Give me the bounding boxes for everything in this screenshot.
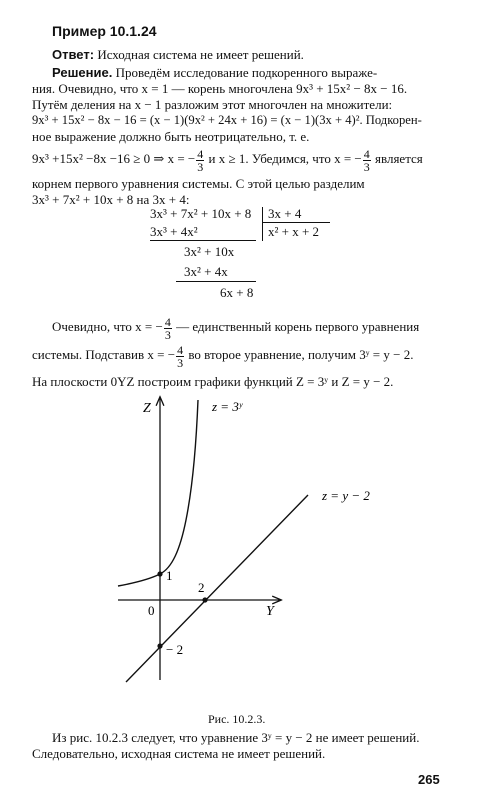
- y-axis-label: Y: [266, 604, 274, 619]
- line-label: z = y − 2: [322, 488, 370, 503]
- subtraction-line-2: [176, 281, 256, 282]
- remainder-2: 6x + 8: [220, 285, 254, 300]
- subtraction-line-1: [150, 240, 256, 241]
- figure-caption: Рис. 10.2.3.: [208, 712, 266, 726]
- solution-label: Решение.: [52, 65, 113, 80]
- origin-label: 0: [148, 603, 155, 618]
- conclusion-line-2: Следовательно, исходная система не имеет решений.: [32, 746, 326, 761]
- after-line-3: На плоскости 0YZ построим графики функций Z = 3ʸ и Z = y − 2.: [32, 374, 394, 389]
- fraction-four-thirds-3: [164, 316, 172, 341]
- fraction-four-thirds: [196, 148, 204, 173]
- dividend: 3x³ + 7x² + 10x + 8: [150, 206, 252, 221]
- page-number: 265: [418, 772, 440, 787]
- inequality-text: 9x³ +15x² −8x −16 ≥ 0 ⇒ x = −: [32, 151, 196, 166]
- point-z-minus-two: [157, 643, 162, 648]
- after-line-1: [52, 314, 419, 341]
- subtrahend-1: 3x³ + 4x²: [150, 224, 198, 239]
- point-z-one: [157, 571, 162, 576]
- solution-line-4: 9x³ + 15x² − 8x − 16 = (x − 1)(9x² + 24x + 16) = (x − 1)(3x + 4)². Подкорен-: [32, 113, 422, 127]
- answer-text: Исходная система не имеет решений.: [94, 47, 304, 62]
- fraction-denominator: 3: [197, 159, 204, 174]
- after-text-2: системы. Подставив x = −: [32, 347, 176, 362]
- z-axis-label: Z: [143, 401, 151, 416]
- solution-line-5: ное выражение должно быть неотрицательно, т. е.: [32, 129, 310, 144]
- after-text-2b: во второе уравнение, получим 3ʸ = y − 2.: [185, 347, 414, 362]
- exp-curve-label: z = 3ʸ: [212, 399, 243, 414]
- is-text: является: [371, 151, 423, 166]
- fraction-four-thirds-4: [176, 344, 184, 369]
- tick-minus-two-label: − 2: [166, 642, 184, 657]
- answer-label: Ответ:: [52, 47, 95, 62]
- fraction-numerator-3: 4: [164, 314, 171, 329]
- fraction-denominator-2: 3: [363, 159, 370, 174]
- exponential-curve: [118, 400, 198, 586]
- solution-line-1: [52, 65, 444, 80]
- after-text-1: Очевидно, что x = −: [52, 319, 163, 334]
- after-text-1b: — единственный корень первого уравнения: [172, 319, 420, 334]
- remainder-1: 3x² + 10x: [184, 244, 235, 259]
- tick-two-label: 2: [198, 580, 205, 595]
- example-title: Пример 10.1.24: [52, 23, 157, 39]
- divisor-underline: [262, 222, 330, 223]
- solution-line-3: Путём деления на x − 1 разложим этот многочлен на множители:: [32, 97, 393, 112]
- linear-line: [126, 495, 308, 682]
- solution-line-2: ния. Очевидно, что x = 1 — корень многочлена 9x³ + 15x² − 8x − 16.: [32, 81, 408, 96]
- solution-line-8: 3x³ + 7x² + 10x + 8 на 3x + 4:: [32, 192, 190, 207]
- subtrahend-2: 3x² + 4x: [184, 264, 228, 279]
- division-vertical-bar: [262, 207, 263, 241]
- fraction-denominator-3: 3: [164, 327, 171, 342]
- fraction-denominator-4: 3: [177, 355, 184, 370]
- graph: [0, 390, 477, 710]
- fraction-numerator-2: 4: [363, 146, 370, 161]
- solution-line-7: корнем первого уравнения системы. С этой целью разделим: [32, 176, 365, 191]
- answer-line: [52, 47, 304, 62]
- quotient: x² + x + 2: [268, 224, 320, 239]
- fraction-numerator: 4: [197, 146, 204, 161]
- point-y-two: [202, 597, 207, 602]
- conclusion-line-1: Из рис. 10.2.3 следует, что уравнение 3ʸ = y − 2 не имеет решений.: [52, 730, 420, 745]
- fraction-four-thirds-2: [363, 148, 371, 173]
- verify-text: и x ≥ 1. Убедимся, что x = −: [205, 151, 362, 166]
- fraction-numerator-4: 4: [177, 342, 184, 357]
- divisor: 3x + 4: [268, 206, 302, 221]
- after-line-2: [32, 342, 413, 369]
- solution-text-1: Проведём исследование подкоренного выраже-: [112, 65, 378, 80]
- solution-line-6: [32, 146, 423, 173]
- tick-one-label: 1: [166, 568, 173, 583]
